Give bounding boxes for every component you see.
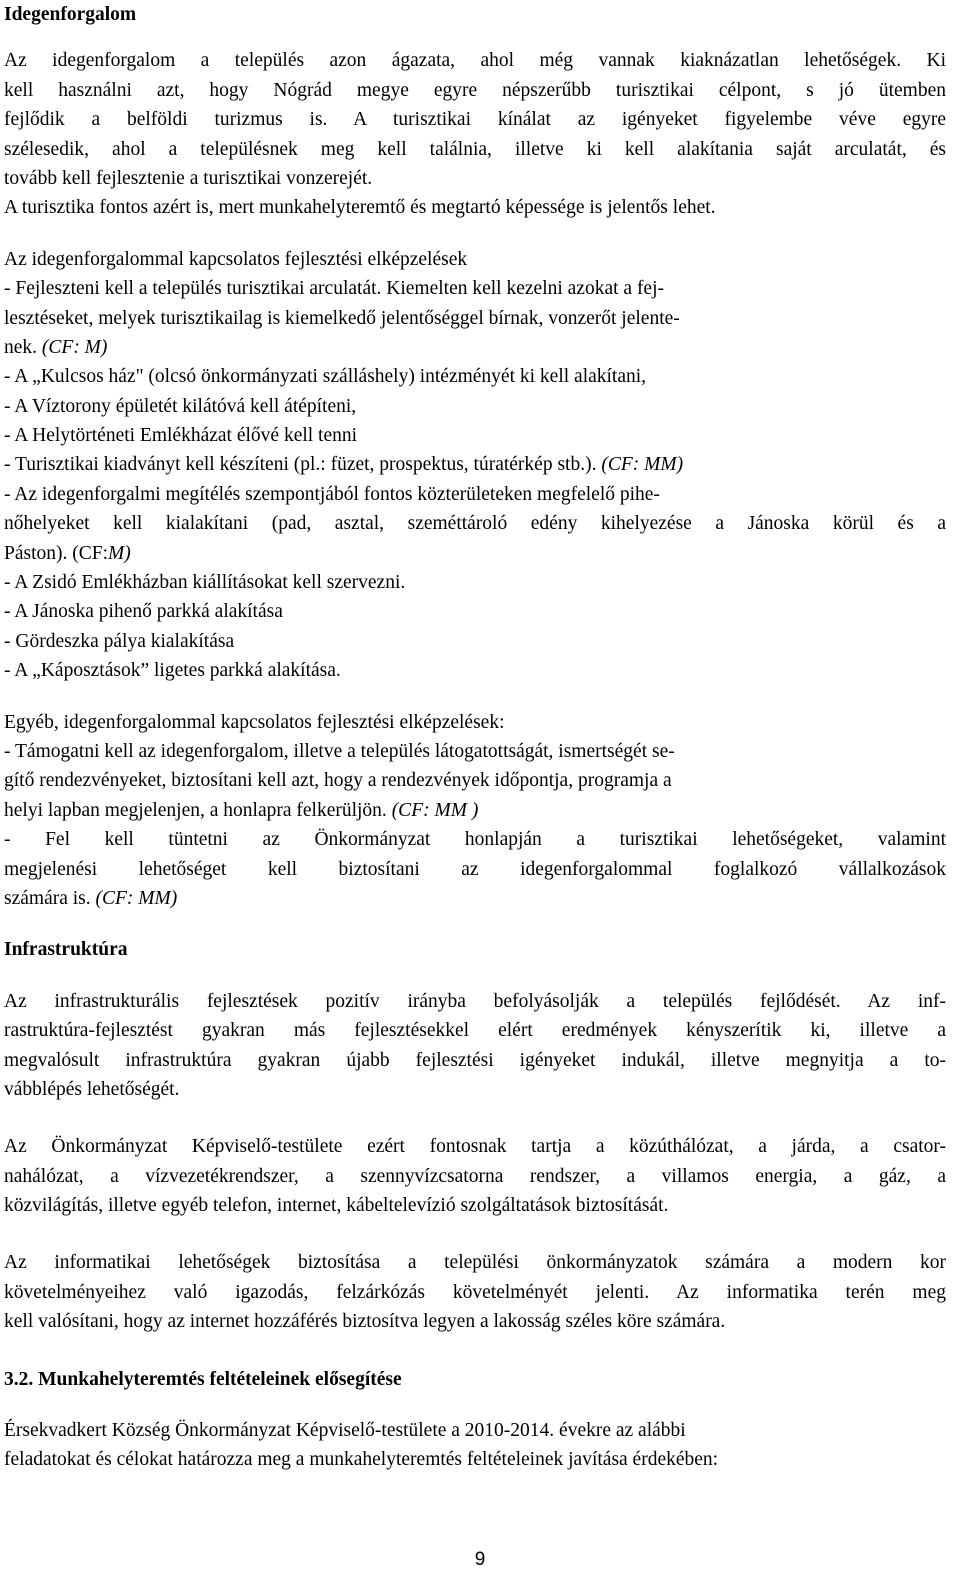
list-item: - A Víztorony épületét kilátóvá kell átépíteni, xyxy=(4,395,357,417)
infrastructure-paragraph-3 xyxy=(4,1248,946,1336)
section-title-infrastruktura: Infrastruktúra xyxy=(4,939,128,961)
text-line: kell valósítani, hogy az internet hozzáférés biztosítva legyen a lakosság széles köre számára. xyxy=(4,1311,726,1333)
text-segment: helyi lapban megjelenjen, a honlapra felkerüljön. xyxy=(4,799,392,821)
list-item: megjelenési lehetőséget kell biztosítani az idegenforgalommal foglalkozó vállalkozások xyxy=(4,858,946,880)
text-segment: Páston). (CF: xyxy=(4,542,109,564)
text-line: kell használni azt, hogy Nógrád megye egyre népszerűbb turisztikai célpont, s jó ütemben xyxy=(4,79,946,101)
text-line: Az idegenforgalom a település azon ágazata, ahol még vannak kiaknázatlan lehetőségek. Ki xyxy=(4,50,946,72)
text-line: megvalósult infrastruktúra gyakran újabb fejlesztési igényeket indukál, illetve megnyitja a to- xyxy=(4,1049,946,1071)
section-title-idegenforgalom: Idegenforgalom xyxy=(4,4,137,25)
text-line: közvilágítás, illetve egyéb telefon, internet, kábeltelevízió szolgáltatások biztosítását. xyxy=(4,1195,669,1217)
text-line: vábblépés lehetőségét. xyxy=(4,1078,180,1100)
text-line: Az infrastrukturális fejlesztések pozitív irányba befolyásolják a település fejlődését. Az inf- xyxy=(4,990,946,1012)
text-segment: - Turisztikai kiadványt kell készíteni (pl.: füzet, prospektus, túratérkép stb.). xyxy=(4,454,602,476)
reference-code: (CF: MM) xyxy=(601,454,684,476)
document-page xyxy=(4,0,946,1475)
list-item xyxy=(4,539,946,568)
text-line: szélesedik, ahol a településnek meg kell találnia, illetve ki kell alakítania saját arculatát, és xyxy=(4,138,946,160)
list-item: lesztéseket, melyek turisztikailag is kiemelkedő jelentőséggel bírnak, vonzerőt jelente- xyxy=(4,307,680,329)
list-item: - Az idegenforgalmi megítélés szempontjából fontos közterületeken megfelelő pihe- xyxy=(4,483,660,505)
page-number: 9 xyxy=(474,1549,486,1570)
list-item: gítő rendezvényeket, biztosítani kell azt, hogy a rendezvények időpontja, programja a xyxy=(4,770,672,792)
list-item: - A Jánoska pihenő parkká alakítása xyxy=(4,601,283,623)
infrastructure-paragraph-1 xyxy=(4,987,946,1105)
reference-code: (CF: M) xyxy=(41,336,108,358)
list-item xyxy=(4,450,946,479)
reference-code: M) xyxy=(108,542,131,564)
text-line: követelményeihez való igazodás, felzárkózás követelményét jelenti. Az informatika terén meg xyxy=(4,1281,946,1303)
text-line: fejlődik a belföldi turizmus is. A turisztikai kínálat az igényeket figyelembe véve egyre xyxy=(4,109,946,131)
infrastructure-paragraph-2 xyxy=(4,1132,946,1220)
text-line: A turisztika fontos azért is, mert munkahelyteremtő és megtartó képessége is jelentős lehet. xyxy=(4,197,716,219)
reference-code: (CF: MM) xyxy=(95,887,178,909)
text-line: Az Önkormányzat Képviselő-testülete ezért fontosnak tartja a közúthálózat, a járda, a csator- xyxy=(4,1136,946,1158)
list-item xyxy=(4,884,946,913)
text-line: rastruktúra-fejlesztést gyakran más fejlesztésekkel elért eredmények kényszerítik ki, illetve a xyxy=(4,1020,946,1042)
list-item: - Gördeszka pálya kialakítása xyxy=(4,630,235,652)
employment-paragraph xyxy=(4,1416,946,1475)
text-line: tovább kell fejlesztenie a turisztikai vonzerejét. xyxy=(4,167,373,189)
list-item xyxy=(4,796,946,825)
list-item: - A „Káposztások” ligetes parkká alakítása. xyxy=(4,660,341,682)
list-item xyxy=(4,333,946,362)
list-item: - A „Kulcsos ház" (olcsó önkormányzati szálláshely) intézményét ki kell alakítani, xyxy=(4,366,647,388)
list-item: - Fejleszteni kell a település turisztikai arculatát. Kiemelten kell kezelni azokat a fej- xyxy=(4,278,665,300)
list-item: - A Zsidó Emlékházban kiállításokat kell szervezni. xyxy=(4,572,406,594)
list-item: nőhelyeket kell kialakítani (pad, asztal, szeméttároló edény kihelyezése a Jánoska körül és a xyxy=(4,513,946,535)
list-item: - A Helytörténeti Emlékházat élővé kell tenni xyxy=(4,425,358,447)
text-line: Az informatikai lehetőségek biztosítása a települési önkormányzatok számára a modern kor xyxy=(4,1252,946,1274)
plans-heading: Az idegenforgalommal kapcsolatos fejlesztési elképzelések xyxy=(4,248,468,270)
other-plans-heading: Egyéb, idegenforgalommal kapcsolatos fejlesztési elképzelések: xyxy=(4,711,505,733)
text-segment: nek. xyxy=(4,336,42,358)
text-line: nahálózat, a vízvezetékrendszer, a szennyvízcsatorna rendszer, a villamos energia, a gáz, a xyxy=(4,1165,946,1187)
text-line: feladatokat és célokat határozza meg a munkahelyteremtés feltételeinek javítása érdekében: xyxy=(4,1449,719,1471)
text-segment: számára is. xyxy=(4,887,96,909)
section-title-munkahelyteremtes: 3.2. Munkahelyteremtés feltételeinek elősegítése xyxy=(4,1368,402,1390)
intro-paragraph xyxy=(4,46,946,222)
plans-list xyxy=(4,245,946,686)
list-item: - Fel kell tüntetni az Önkormányzat honlapján a turisztikai lehetőségeket, valamint xyxy=(4,829,946,851)
reference-code: (CF: MM ) xyxy=(391,799,479,821)
other-plans-list xyxy=(4,708,946,914)
text-line: Érsekvadkert Község Önkormányzat Képviselő-testülete a 2010-2014. évekre az alábbi xyxy=(4,1420,686,1442)
list-item: - Támogatni kell az idegenforgalom, illetve a település látogatottságát, ismertségét se- xyxy=(4,740,675,762)
